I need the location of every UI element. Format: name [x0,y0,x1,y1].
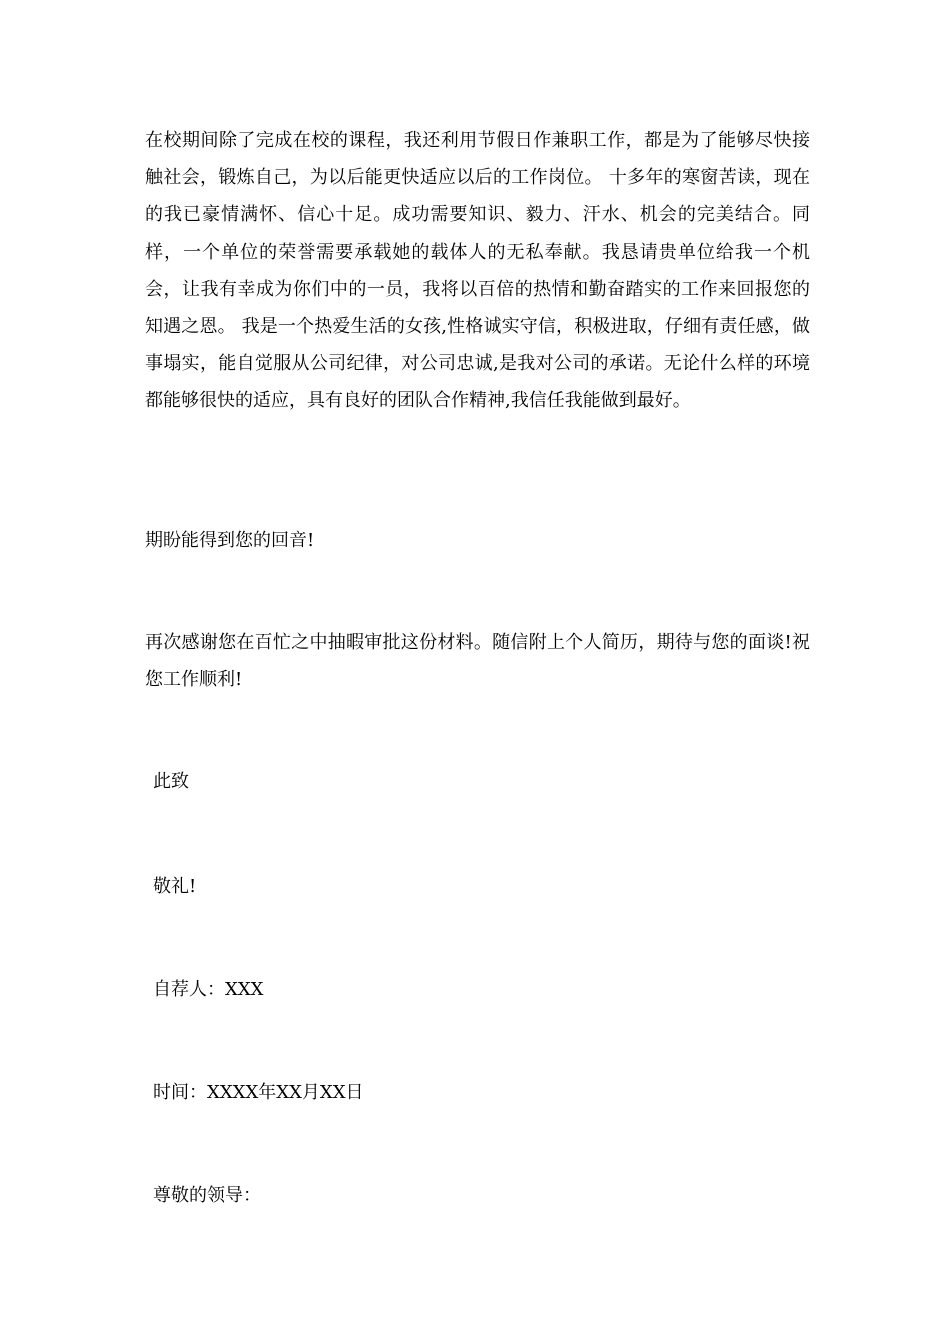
closing-line: 此致 [153,771,189,792]
body-paragraph-main: 在校期间除了完成在校的课程，我还利用节假日作兼职工作，都是为了能够尽快接触社会，锻炼自己，为以后能更快适应以后的工作岗位。 十多年的寒窗苦读，现在的我已豪情满怀、信心十足。成功需要知识、毅力、汗水、机会的完美结合。同样，一个单位的荣誉需要承载她的载体人的无私奉献。我恳请贵单位给我一个机会，让我有幸成为你们中的一员，我将以百倍的热情和勤奋踏实的工作来回报您的知遇之恩。 我是一个热爱生活的女孩,性格诚实守信，积极进取，仔细有责任感，做事塌实，能自觉服从公司纪律，对公司忠诚,是我对公司的承诺。无论什么样的环境都能够很快的适应，具有良好的团队合作精神,我信任我能做到最好。 [145,130,810,412]
date-line: 时间：XXXX年XX月XX日 [153,1082,364,1103]
body-paragraph-thanks: 再次感谢您在百忙之中抽暇审批这份材料。随信附上个人简历，期待与您的面谈!祝您工作顺利! [145,632,810,691]
salute-line: 敬礼! [153,876,197,897]
greeting-line: 尊敬的领导： [153,1185,261,1206]
signer-line: 自荐人：XXX [153,979,264,1000]
body-paragraph-hope: 期盼能得到您的回音! [145,530,315,551]
